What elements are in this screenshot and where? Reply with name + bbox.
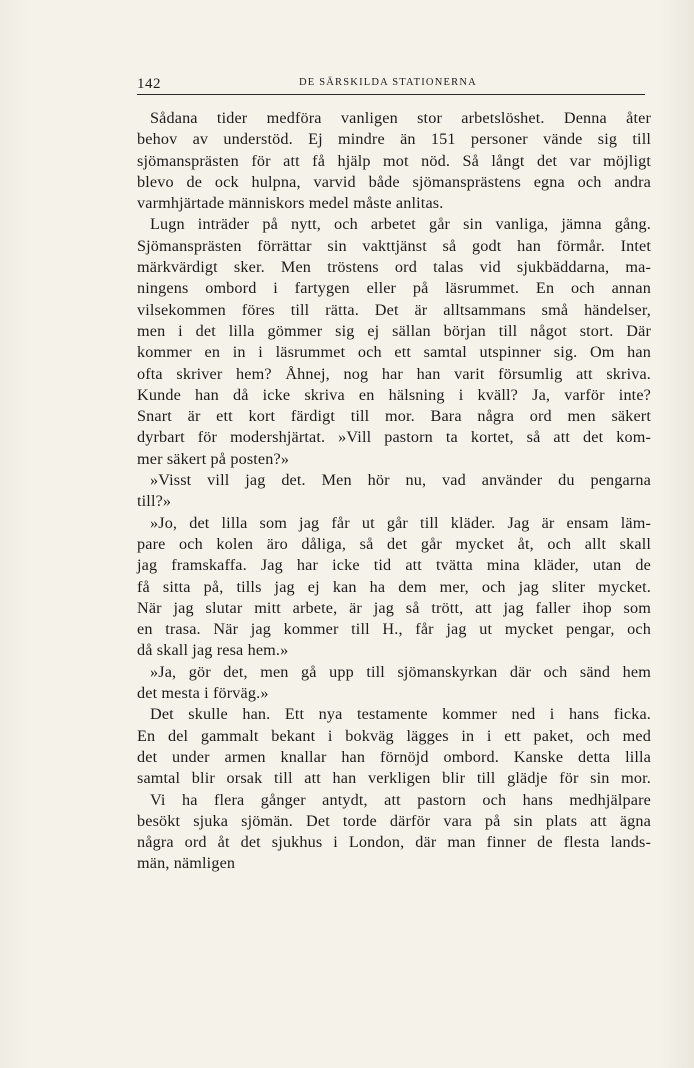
text-line: till?» bbox=[137, 492, 172, 511]
text-line: En del gammalt bekant i bokväg lägges in i ett paket, och med bbox=[137, 726, 651, 745]
text-line: Kunde han då icke skriva en hälsning i kväll? Ja, varför inte? bbox=[137, 385, 651, 404]
text-line: varmhjärtade människors medel måste anlitas. bbox=[137, 194, 444, 213]
text-line: »Visst vill jag det. Men hör nu, vad använder du pengarna bbox=[150, 471, 651, 490]
text-line: det mesta i förväg.» bbox=[137, 684, 269, 703]
text-line: män, nämligen bbox=[137, 854, 236, 873]
text-line: sjömansprästen för att få hjälp mot nöd. Så långt det var möjligt bbox=[137, 151, 651, 170]
text-line: märkvärdigt sker. Men tröstens ord talas vid sjukbäddarna, ma- bbox=[137, 258, 651, 277]
text-line: blevo de ock hulpna, varvid både sjömansprästens egna och andra bbox=[137, 172, 651, 191]
text-line: Vi ha flera gånger antydt, att pastorn och hans medhjälpare bbox=[150, 790, 651, 809]
text-line: men i det lilla gömmer sig ej sällan början till något stort. Där bbox=[137, 321, 651, 340]
text-line: kommer en in i läsrummet och ett samtal utspinner sig. Om han bbox=[137, 343, 651, 362]
text-line: ningens ombord i fartygen eller på läsrummet. En och annan bbox=[137, 279, 651, 298]
text-line: några ord åt det sjukhus i London, där man finner de flesta lands- bbox=[137, 833, 651, 852]
body-text bbox=[137, 108, 651, 875]
text-line: Snart är ett kort färdigt till mor. Bara några ord men säkert bbox=[137, 407, 651, 426]
running-title: DE SÄRSKILDA STATIONERNA bbox=[299, 77, 477, 88]
text-line: mer säkert på posten?» bbox=[137, 449, 290, 468]
text-line: vilsekommen föres till rätta. Det är alltsammans små händelser, bbox=[137, 300, 651, 319]
text-line: Lugn inträder på nytt, och arbetet går sin vanliga, jämna gång. bbox=[150, 215, 651, 234]
text-line: Sådana tider medföra vanligen stor arbetslöshet. Denna åter bbox=[150, 109, 651, 127]
text-line: pare och kolen äro dåliga, så det går mycket åt, och allt skall bbox=[137, 534, 651, 553]
text-line: Det skulle han. Ett nya testamente kommer ned i hans ficka. bbox=[150, 705, 651, 724]
text-line: behov av understöd. Ej mindre än 151 personer vände sig till bbox=[137, 130, 651, 149]
text-line: få sitta på, tills jag ej kan ha dem mer, och jag sliter mycket. bbox=[137, 577, 651, 596]
text-line: besökt sjuka sjömän. Det torde därför vara på sin plats att ägna bbox=[137, 811, 651, 830]
text-line: »Ja, gör det, men gå upp till sjömanskyrkan där och sänd hem bbox=[150, 662, 651, 681]
text-line: dyrbart för modershjärtat. »Vill pastorn ta kortet, så att det kom- bbox=[137, 428, 651, 447]
text-line: samtal blir orsak till att han verkligen blir till glädje för sin mor. bbox=[137, 769, 651, 788]
text-line: då skall jag resa hem.» bbox=[137, 641, 289, 660]
text-line: När jag slutar mitt arbete, är jag så trött, att jag faller ihop som bbox=[137, 598, 651, 617]
text-line: en trasa. När jag kommer till H., får jag ut mycket pengar, och bbox=[137, 620, 651, 639]
header-rule bbox=[137, 94, 645, 95]
text-line: ofta skriver hem? Åhnej, nog har han varit försumlig att skriva. bbox=[137, 364, 651, 383]
text-line: »Jo, det lilla som jag får ut går till kläder. Jag är ensam läm- bbox=[150, 513, 651, 532]
page-header bbox=[137, 72, 645, 94]
text-line: jag framskaffa. Jag har icke tid att tvätta mina kläder, utan de bbox=[137, 556, 651, 575]
page-number: 142 bbox=[137, 76, 161, 92]
text-line: det under armen knallar han förnöjd ombord. Kanske detta lilla bbox=[137, 747, 651, 766]
text-line: Sjömansprästen förrättar sin vakttjänst så godt han förmår. Intet bbox=[137, 236, 651, 255]
